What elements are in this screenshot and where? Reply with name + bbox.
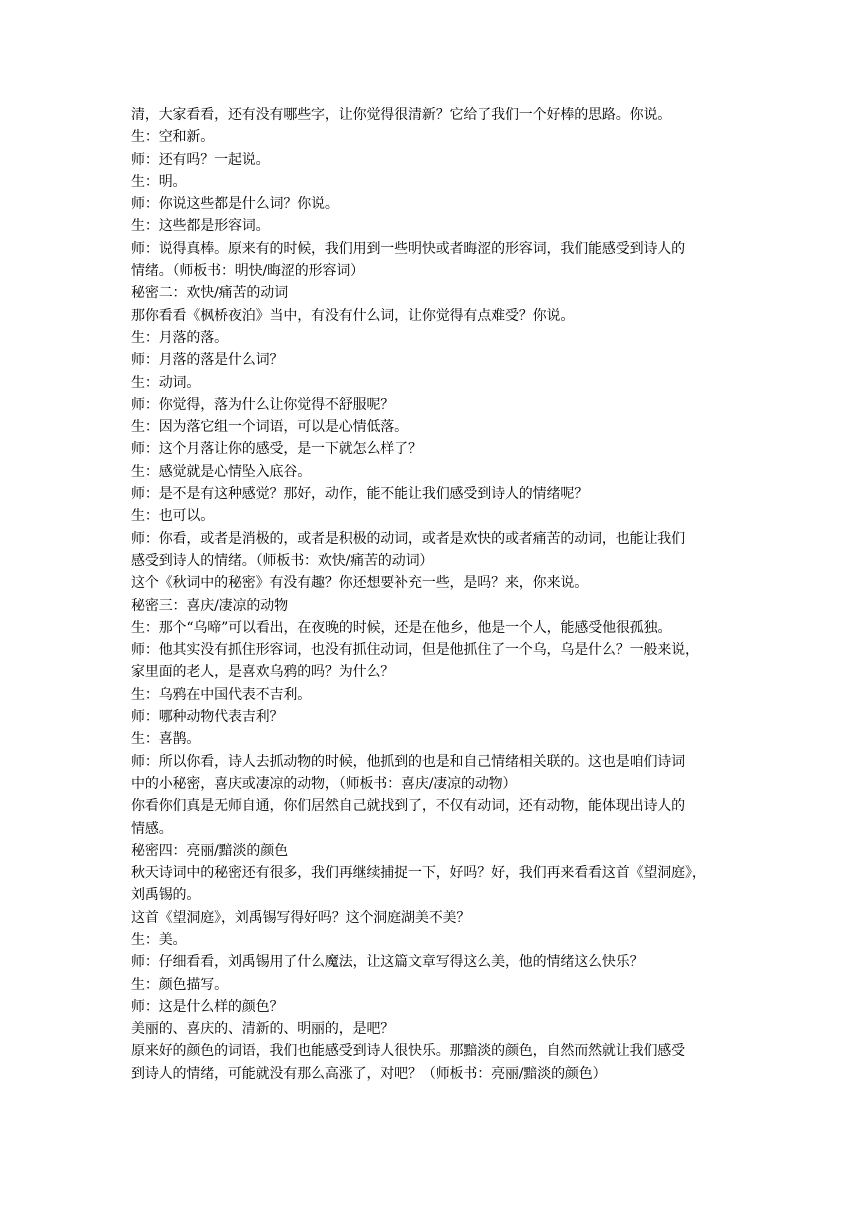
text-line: 生：空和新。 [131, 129, 215, 146]
text-line: 师：是不是有这种感觉？那好，动作，能不能让我们感受到诗人的情绪呢？ [131, 486, 589, 503]
text-line: 情绪。（师板书：明快/晦涩的形容词） [131, 263, 365, 280]
text-line: 原来好的颜色的词语，我们也能感受到诗人很快乐。那黯淡的颜色，自然而然就让我们感受 [131, 1043, 685, 1060]
text-line: 师：你觉得，落为什么让你觉得不舒服呢？ [131, 396, 395, 413]
text-line: 师：月落的落是什么词？ [131, 352, 284, 369]
text-line: 生：月落的落。 [131, 329, 228, 346]
text-line: 刘禹锡的。 [131, 887, 201, 904]
section-heading: 秘密四：亮丽/黯淡的颜色 [131, 842, 288, 859]
transcript-body [131, 104, 737, 1085]
text-line: 这首《望洞庭》，刘禹锡写得好吗？这个洞庭湖美不美？ [131, 909, 471, 926]
text-line: 师：你看，或者是消极的，或者是积极的动词，或者是欢快的或者痛苦的动词，也能让我们 [131, 530, 685, 547]
text-line: 生：因为落它组一个词语，可以是心情低落。 [131, 419, 408, 436]
section-heading: 秘密二：欢快/痛苦的动词 [131, 285, 288, 302]
text-line: 这个《秋词中的秘密》有没有趣？你还想要补充一些，是吗？来，你来说。 [131, 575, 589, 592]
text-line: 家里面的老人，是喜欢乌鸦的吗？为什么？ [131, 664, 395, 681]
text-line: 生：颜色描写。 [131, 976, 228, 993]
text-line: 师：仔细看看，刘禹锡用了什么魔法，让这篇文章写得这么美，他的情绪这么快乐？ [131, 954, 644, 971]
text-line: 那你看看《枫桥夜泊》当中，有没有什么词，让你觉得有点难受？你说。 [131, 307, 575, 324]
text-line: 中的小秘密，喜庆或凄凉的动物，（师板书：喜庆/凄凉的动物） [131, 775, 517, 792]
text-line: 生：感觉就是心情坠入底谷。 [131, 463, 312, 480]
text-line: 师：所以你看，诗人去抓动物的时候，他抓到的也是和自己情绪相关联的。这也是咱们诗词 [131, 753, 685, 770]
text-line: 美丽的、喜庆的、清新的、明丽的，是吧？ [131, 1021, 395, 1038]
text-line: 师：说得真棒。原来有的时候，我们用到一些明快或者晦涩的形容词，我们能感受到诗人的 [131, 240, 685, 257]
text-line: 师：这个月落让你的感受，是一下就怎么样了？ [131, 441, 422, 458]
text-line: 师：哪种动物代表吉利？ [131, 709, 284, 726]
text-line: 生：也可以。 [131, 508, 215, 525]
text-line: 师：他其实没有抓住形容词，也没有抓住动词，但是他抓住了一个乌，乌是什么？一般来说， [131, 642, 699, 659]
text-line: 师：还有吗？一起说。 [131, 151, 270, 168]
text-line: 你看你们真是无师自通，你们居然自己就找到了，不仅有动词，还有动物，能体现出诗人的 [131, 798, 685, 815]
text-line: 生：那个“乌啼”可以看出，在夜晚的时候，还是在他乡，他是一个人，能感受他很孤独。 [131, 619, 672, 636]
text-line: 生：明。 [131, 173, 187, 190]
text-line: 师：这是什么样的颜色？ [131, 998, 284, 1015]
text-line: 生：这些都是形容词。 [131, 218, 270, 235]
text-line: 到诗人的情绪，可能就没有那么高涨了，对吧？（师板书：亮丽/黯淡的颜色） [131, 1065, 607, 1082]
text-line: 情感。 [131, 820, 173, 837]
text-line: 生：美。 [131, 931, 187, 948]
text-line: 清，大家看看，还有没有哪些字，让你觉得很清新？它给了我们一个好棒的思路。你说。 [131, 107, 672, 123]
text-line: 感受到诗人的情绪。（师板书：欢快/痛苦的动词） [131, 552, 434, 569]
text-line: 秋天诗词中的秘密还有很多，我们再继续捕捉一下，好吗？好，我们再来看看这首《望洞庭》， [131, 865, 706, 882]
text-line: 生：动词。 [131, 374, 201, 391]
text-line: 生：喜鹊。 [131, 731, 201, 748]
section-heading: 秘密三：喜庆/凄凉的动物 [131, 597, 288, 614]
text-line: 师：你说这些都是什么词？你说。 [131, 196, 339, 213]
text-line: 生：乌鸦在中国代表不吉利。 [131, 686, 312, 703]
